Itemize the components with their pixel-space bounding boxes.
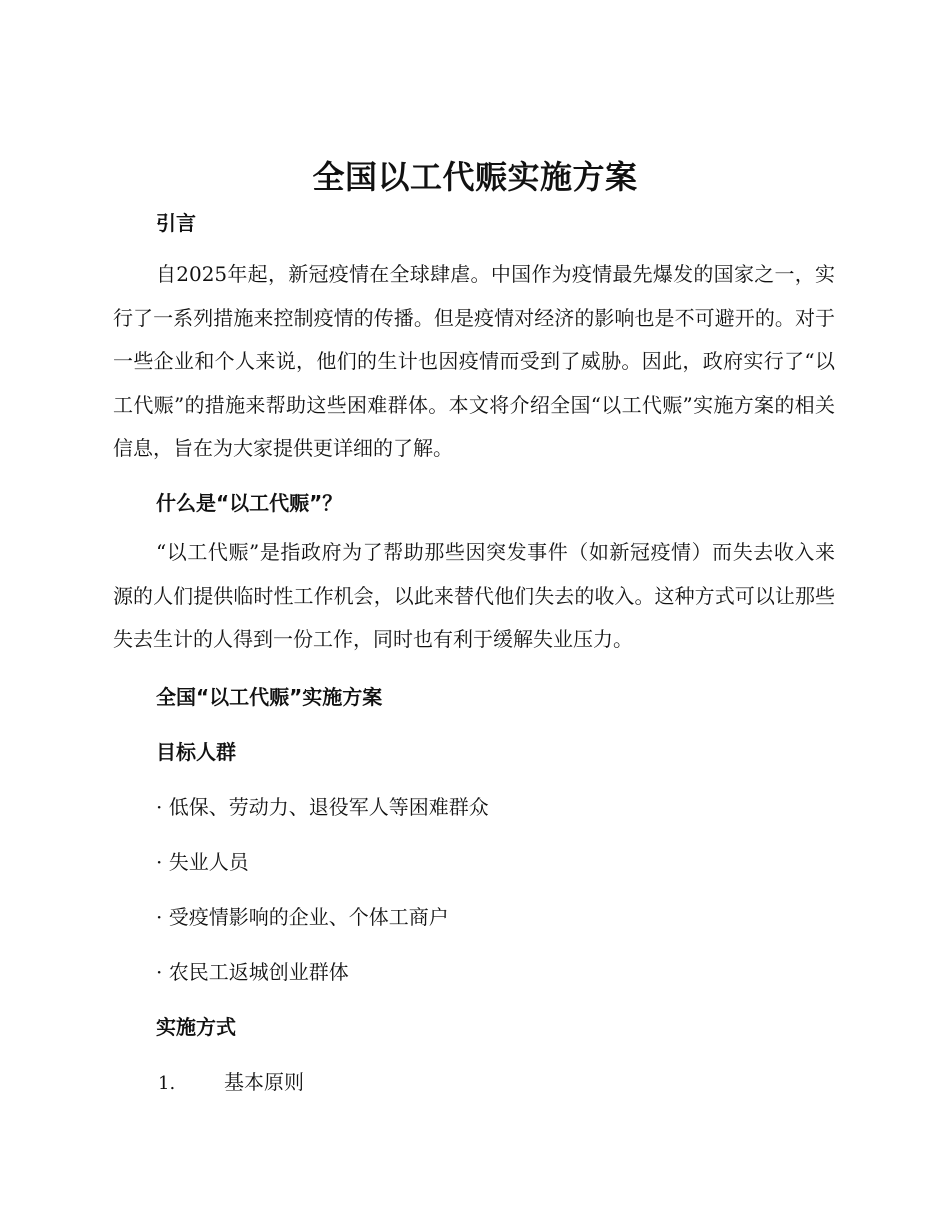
target-heading: 目标人群 [156,740,236,764]
intro-paragraph: 自2025年起，新冠疫情在全球肆虐。中国作为疫情最先爆发的国家之一，实行了一系列措施来控制疫情的传播。但是疫情对经济的影响也是不可避开的。对于一些企业和个人来说，他们的生计也因疫情而受到了威胁。因此，政府实行了“以工代赈”的措施来帮助这些困难群体。本文将介绍全国“以工代赈”实施方案的相关信息，旨在为大家提供更详细的了解。 [113,262,835,460]
list-item: · 受疫情影响的企业、个体工商户 [156,905,449,929]
numbered-item [158,1066,304,1095]
list-item: · 低保、劳动力、退役军人等困难群众 [156,795,489,819]
list-item: · 失业人员 [156,850,249,874]
method-heading: 实施方式 [156,1015,236,1039]
what-heading: 什么是“以工代赈”？ [156,491,343,515]
item-number: 1. [158,1073,176,1094]
intro-heading: 引言 [156,211,196,235]
list-item: · 农民工返城创业群体 [156,960,349,984]
item-label: 基本原则 [224,1070,304,1094]
what-paragraph: “以工代赈”是指政府为了帮助那些因突发事件（如新冠疫情）而失去收入来源的人们提供临时性工作机会，以此来替代他们失去的收入。这种方式可以让那些失去生计的人得到一份工作，同时也有利于缓解失业压力。 [113,540,835,651]
plan-heading: 全国“以工代赈”实施方案 [156,685,383,709]
document-title: 全国以工代赈实施方案 [312,158,638,196]
